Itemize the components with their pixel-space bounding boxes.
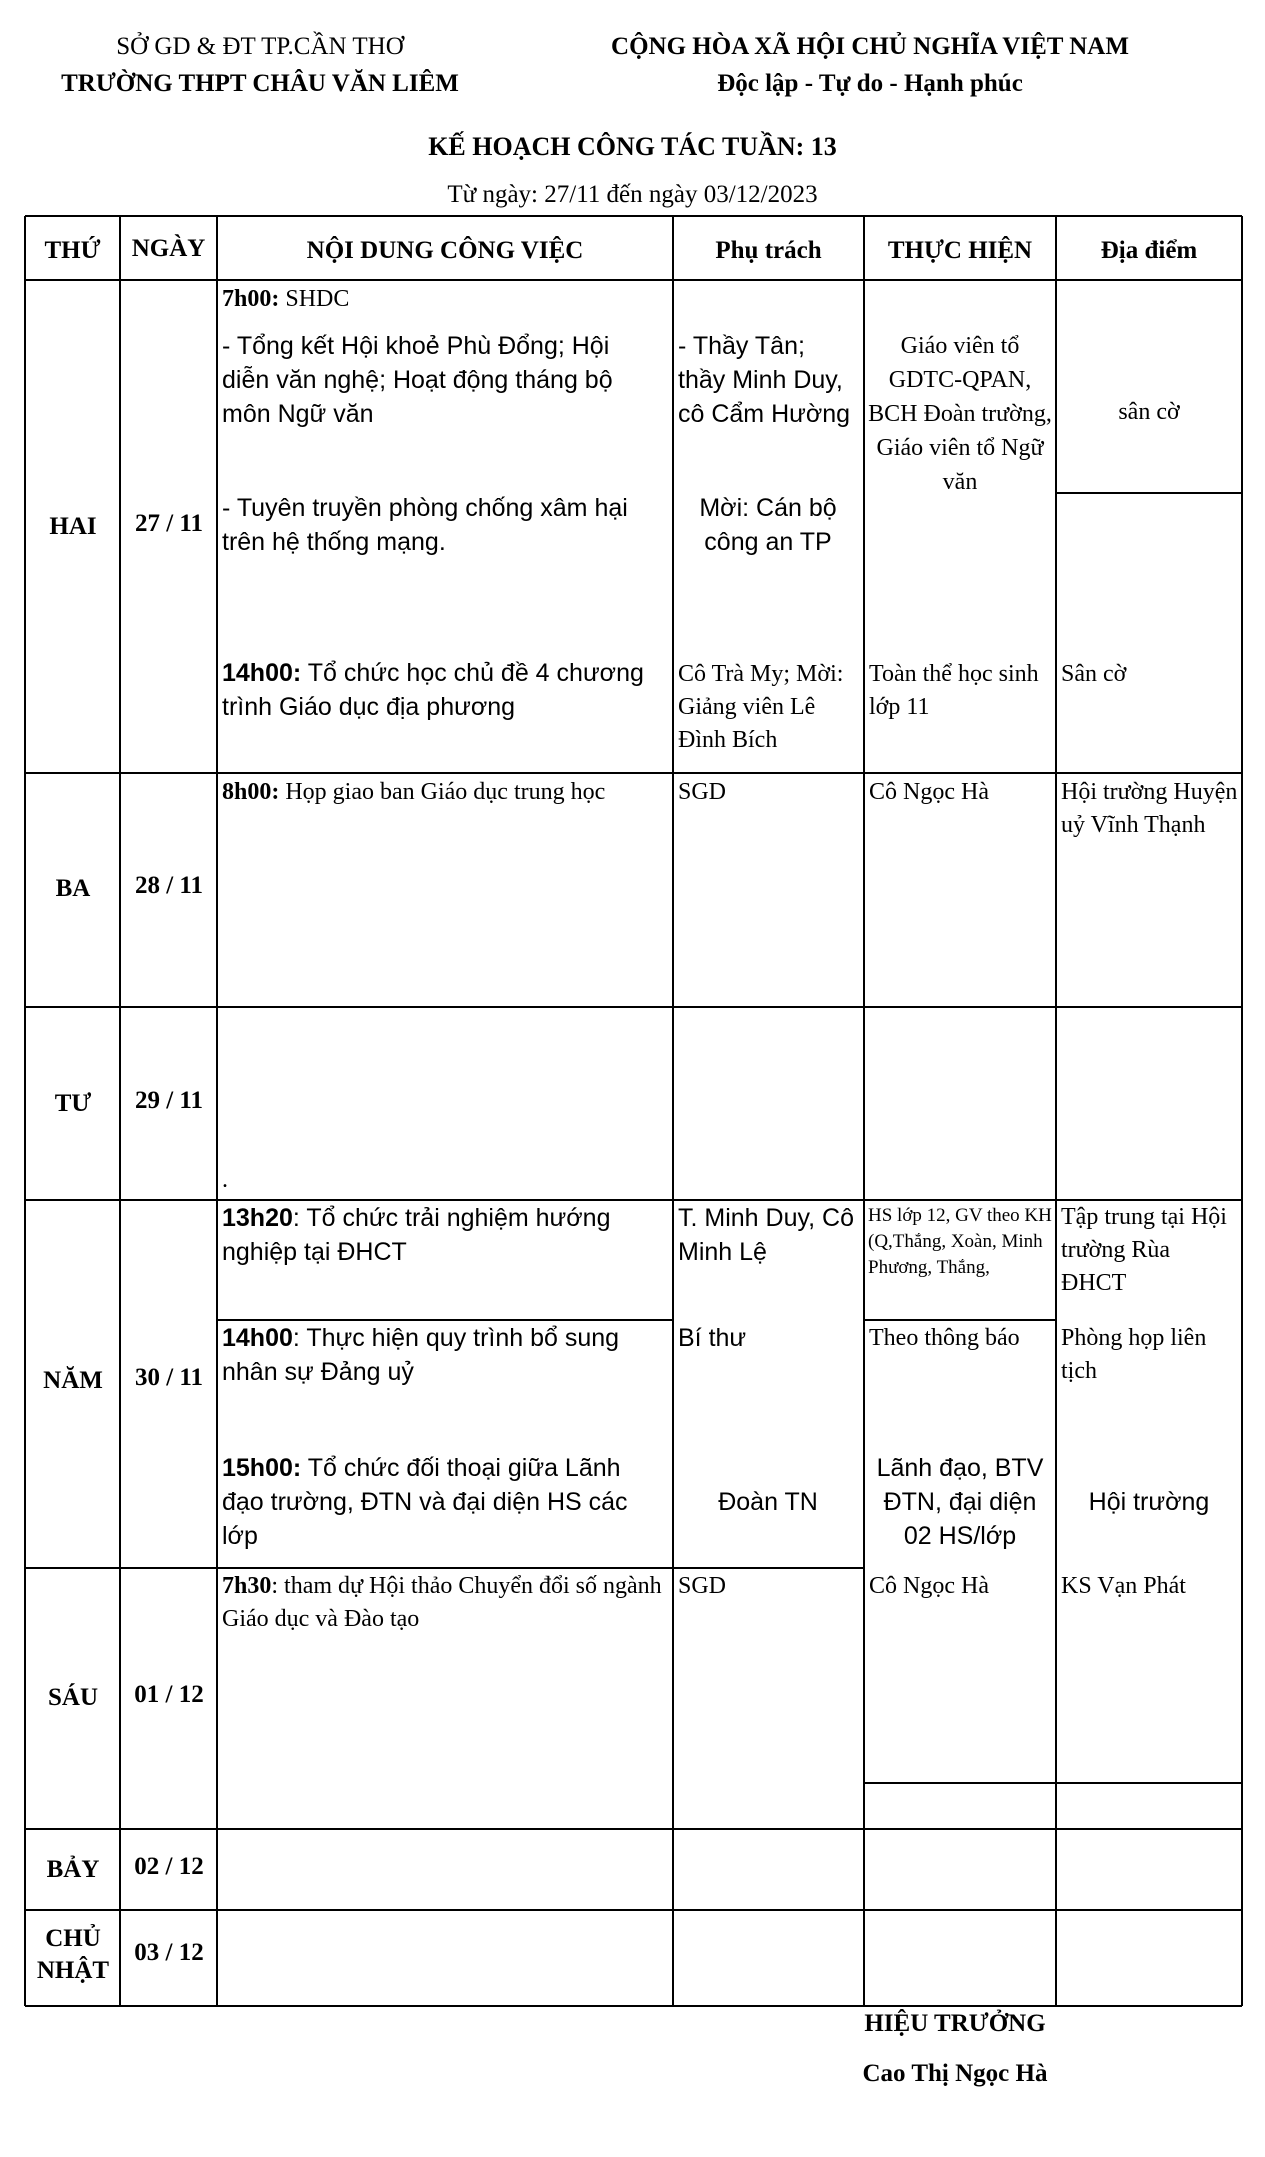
task-content: Tổ chức học chủ đề 4 chương trình Giáo dục địa phương bbox=[222, 659, 644, 721]
task-nam-2 bbox=[222, 1321, 668, 1389]
day-label-nhat: NHẬT bbox=[36, 1957, 110, 1984]
date-bay: 02 / 12 bbox=[134, 1853, 204, 1880]
task-content: : Tổ chức trải nghiệm hướng nghiệp tại ĐHCT bbox=[222, 1204, 611, 1266]
task-hai-2-diadiem: sân cờ bbox=[1118, 399, 1180, 425]
task-time: 14h00 bbox=[222, 1324, 293, 1352]
task-hai-3: - Tuyên truyền phòng chống xâm hại trên hệ thống mạng. bbox=[222, 494, 628, 556]
task-hai-4-diadiem: Sân cờ bbox=[1061, 661, 1127, 687]
day-label-tu: TƯ bbox=[54, 1090, 92, 1117]
task-time: 13h20 bbox=[222, 1204, 293, 1232]
task-sau-1-diadiem: KS Vạn Phát bbox=[1061, 1573, 1186, 1599]
column-header-noidung: NỘI DUNG CÔNG VIỆC bbox=[306, 237, 584, 264]
date-ba: 28 / 11 bbox=[134, 872, 204, 899]
task-time: 8h00: bbox=[222, 779, 280, 805]
task-hai-1 bbox=[222, 283, 662, 316]
nation-name: CỘNG HÒA XÃ HỘI CHỦ NGHĨA VIỆT NAM bbox=[611, 33, 1129, 60]
task-nam-3-thuchien: Lãnh đạo, BTV ĐTN, đại diện 02 HS/lớp bbox=[876, 1454, 1044, 1550]
column-header-diadiem: Địa điểm bbox=[1100, 237, 1198, 264]
task-hai-2-thuchien: Giáo viên tổ GDTC-QPAN, BCH Đoàn trường, Giáo viên tổ Ngữ văn bbox=[868, 333, 1052, 495]
task-ba-1-phutrach: SGD bbox=[678, 779, 727, 805]
date-nam: 30 / 11 bbox=[134, 1364, 204, 1391]
column-header-thu: THỨ bbox=[44, 237, 101, 264]
task-hai-3-phutrach: Mời: Cán bộ công an TP bbox=[699, 494, 837, 556]
task-nam-3 bbox=[222, 1451, 668, 1553]
date-tu: 29 / 11 bbox=[134, 1087, 204, 1114]
task-hai-4-thuchien: Toàn thể học sinh lớp 11 bbox=[869, 661, 1039, 720]
task-nam-1 bbox=[222, 1201, 668, 1269]
task-sau-1-thuchien: Cô Ngọc Hà bbox=[869, 1573, 989, 1599]
date-sau: 01 / 12 bbox=[134, 1681, 204, 1708]
task-ba-1 bbox=[222, 776, 668, 809]
nation-header bbox=[560, 28, 1180, 102]
task-hai-2-phutrach: - Thầy Tân; thầy Minh Duy, cô Cẩm Hường bbox=[678, 332, 851, 428]
day-label-nam: NĂM bbox=[43, 1367, 103, 1394]
signature-role: HIỆU TRƯỞNG bbox=[864, 2010, 1046, 2037]
task-nam-3-phutrach: Đoàn TN bbox=[718, 1488, 818, 1516]
task-content: Tổ chức đối thoại giữa Lãnh đạo trường, ĐTN và đại diện HS các lớp bbox=[222, 1454, 628, 1550]
day-label-bay: BẢY bbox=[46, 1856, 100, 1883]
task-content: Họp giao ban Giáo dục trung học bbox=[285, 779, 606, 805]
task-content: : tham dự Hội thảo Chuyển đổi số ngành Giáo dục và Đào tạo bbox=[222, 1573, 662, 1632]
task-nam-2-phutrach: Bí thư bbox=[678, 1324, 747, 1352]
task-sau-1-phutrach: SGD bbox=[678, 1573, 727, 1599]
day-label-chu-nhat bbox=[26, 1923, 120, 1987]
day-label-ba: BA bbox=[55, 875, 91, 902]
task-hai-2: - Tổng kết Hội khoẻ Phù Đổng; Hội diễn văn nghệ; Hoạt động tháng bộ môn Ngữ văn bbox=[222, 332, 613, 428]
task-time: 7h00: bbox=[222, 286, 280, 312]
signature-name: Cao Thị Ngọc Hà bbox=[862, 2060, 1048, 2087]
document-title: KẾ HOẠCH CÔNG TÁC TUẦN: 13 bbox=[428, 132, 837, 161]
department-header bbox=[0, 28, 520, 102]
task-content: SHDC bbox=[285, 286, 350, 312]
task-ba-1-thuchien: Cô Ngọc Hà bbox=[869, 779, 989, 805]
task-nam-2-thuchien: Theo thông báo bbox=[869, 1325, 1020, 1351]
task-time: 14h00: bbox=[222, 659, 302, 687]
task-nam-2-diadiem: Phòng họp liên tịch bbox=[1061, 1325, 1207, 1384]
task-nam-1-phutrach: T. Minh Duy, Cô Minh Lệ bbox=[678, 1204, 854, 1266]
department-name: SỞ GD & ĐT TP.CẦN THƠ bbox=[116, 33, 404, 60]
day-label-hai: HAI bbox=[49, 513, 97, 540]
task-time: 15h00: bbox=[222, 1454, 302, 1482]
task-ba-1-diadiem: Hội trường Huyện uỷ Vĩnh Thạnh bbox=[1061, 779, 1238, 838]
task-sau-1 bbox=[222, 1570, 668, 1636]
task-hai-4-phutrach: Cô Trà My; Mời: Giảng viên Lê Đình Bích bbox=[678, 661, 844, 753]
school-name: TRƯỜNG THPT CHÂU VĂN LIÊM bbox=[61, 70, 459, 97]
task-time: 7h30 bbox=[222, 1573, 272, 1599]
nation-motto: Độc lập - Tự do - Hạnh phúc bbox=[717, 70, 1023, 97]
day-label-chu: CHỦ bbox=[45, 1925, 101, 1952]
day-label-sau: SÁU bbox=[47, 1684, 98, 1711]
date-chu-nhat: 03 / 12 bbox=[134, 1939, 204, 1966]
task-nam-3-diadiem: Hội trường bbox=[1088, 1488, 1210, 1516]
task-tu-1: . bbox=[222, 1167, 228, 1193]
date-hai: 27 / 11 bbox=[134, 510, 204, 537]
task-nam-1-diadiem: Tập trung tại Hội trường Rùa ĐHCT bbox=[1061, 1204, 1227, 1296]
column-header-thuchien: THỰC HIỆN bbox=[887, 237, 1033, 264]
task-content: : Thực hiện quy trình bổ sung nhân sự Đảng uỷ bbox=[222, 1324, 620, 1386]
task-hai-4 bbox=[222, 656, 662, 724]
document-date-range: Từ ngày: 27/11 đến ngày 03/12/2023 bbox=[447, 181, 818, 208]
column-header-ngay: NGÀY bbox=[131, 235, 206, 262]
task-nam-1-thuchien: HS lớp 12, GV theo KH (Q,Thắng, Xoàn, Minh Phương, Thắng, bbox=[868, 1205, 1052, 1278]
column-header-phutrach: Phụ trách bbox=[715, 237, 822, 264]
